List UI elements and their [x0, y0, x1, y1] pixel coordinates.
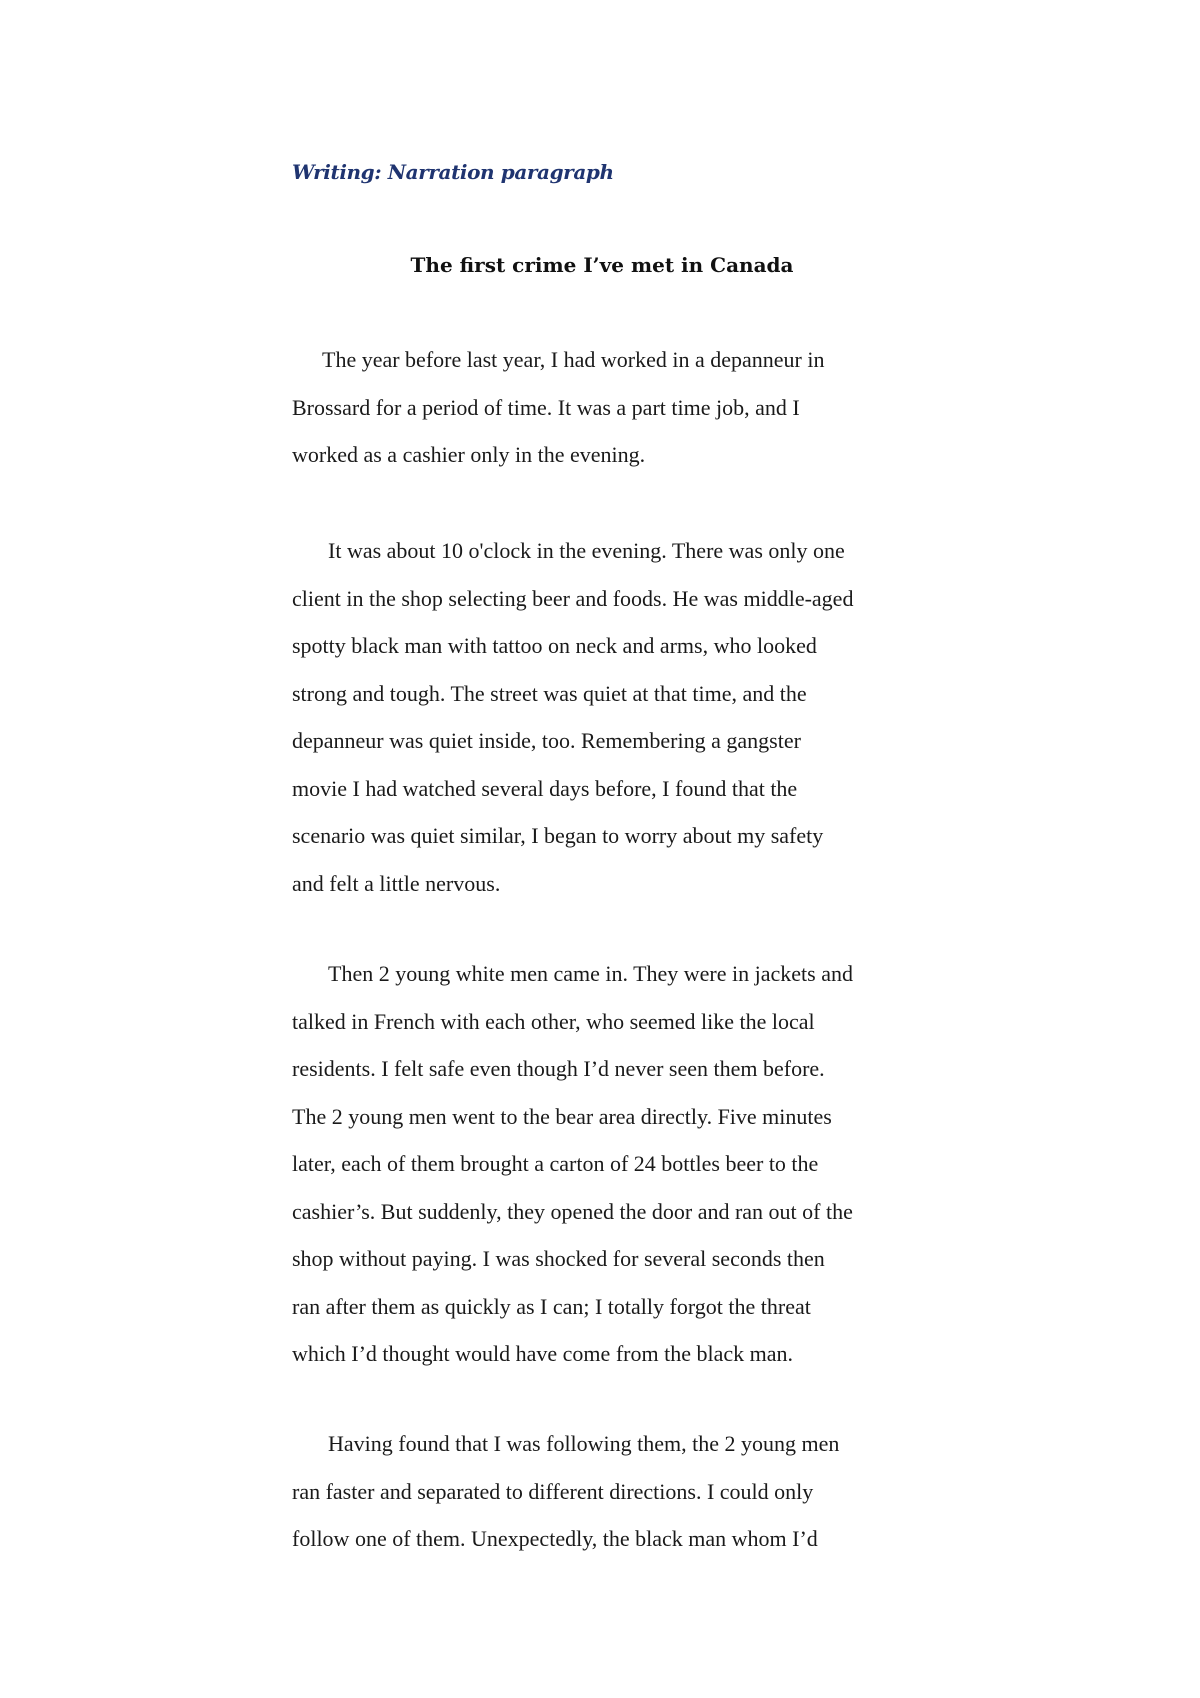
paragraph-line: Having found that I was following them, the 2 young men: [328, 1431, 840, 1456]
paragraph-line: scenario was quiet similar, I began to worry about my safety: [292, 823, 824, 848]
paragraph-line: residents. I felt safe even though I’d never seen them before.: [292, 1056, 825, 1081]
paragraph-line: The year before last year, I had worked in a depanneur in: [322, 347, 825, 372]
paragraph-line: and felt a little nervous.: [292, 870, 501, 896]
paragraph-line: follow one of them. Unexpectedly, the black man whom I’d: [292, 1526, 818, 1551]
paragraph-line: Brossard for a period of time. It was a part time job, and I: [292, 394, 800, 420]
paragraph-line: shop without paying. I was shocked for several seconds then: [292, 1246, 825, 1271]
assignment-heading: Writing: Narration paragraph: [292, 160, 614, 184]
paragraph-line: movie I had watched several days before, I found that the: [292, 775, 798, 801]
paragraph-2: [292, 527, 932, 907]
paragraph-line: worked as a cashier only in the evening.: [292, 442, 646, 467]
paragraph-line: spotty black man with tattoo on neck and arms, who looked: [292, 633, 817, 658]
paragraph-4: [292, 1420, 932, 1563]
paragraph-3: [292, 950, 932, 1378]
paragraph-line: talked in French with each other, who seemed like the local: [292, 1008, 815, 1034]
paragraph-line: ran faster and separated to different directions. I could only: [292, 1478, 814, 1504]
paragraph-line: cashier’s. But suddenly, they opened the door and ran out of the: [292, 1198, 853, 1224]
paragraph-line: which I’d thought would have come from the black man.: [292, 1341, 793, 1366]
paragraph-line: ran after them as quickly as I can; I totally forgot the threat: [292, 1293, 811, 1319]
paragraph-line: depanneur was quiet inside, too. Remembering a gangster: [292, 728, 801, 753]
paragraph-line: Then 2 young white men came in. They were in jackets and: [328, 961, 853, 986]
paragraph-line: It was about 10 o'clock in the evening. There was only one: [328, 538, 845, 563]
paragraph-line: client in the shop selecting beer and foods. He was middle-aged: [292, 585, 854, 611]
essay-title: The first crime I’ve met in Canada: [410, 253, 794, 277]
paragraph-line: strong and tough. The street was quiet at that time, and the: [292, 680, 807, 706]
paragraph-line: The 2 young men went to the bear area directly. Five minutes: [292, 1103, 832, 1129]
paragraph-1: [292, 336, 932, 479]
paragraph-line: later, each of them brought a carton of 24 bottles beer to the: [292, 1151, 819, 1176]
